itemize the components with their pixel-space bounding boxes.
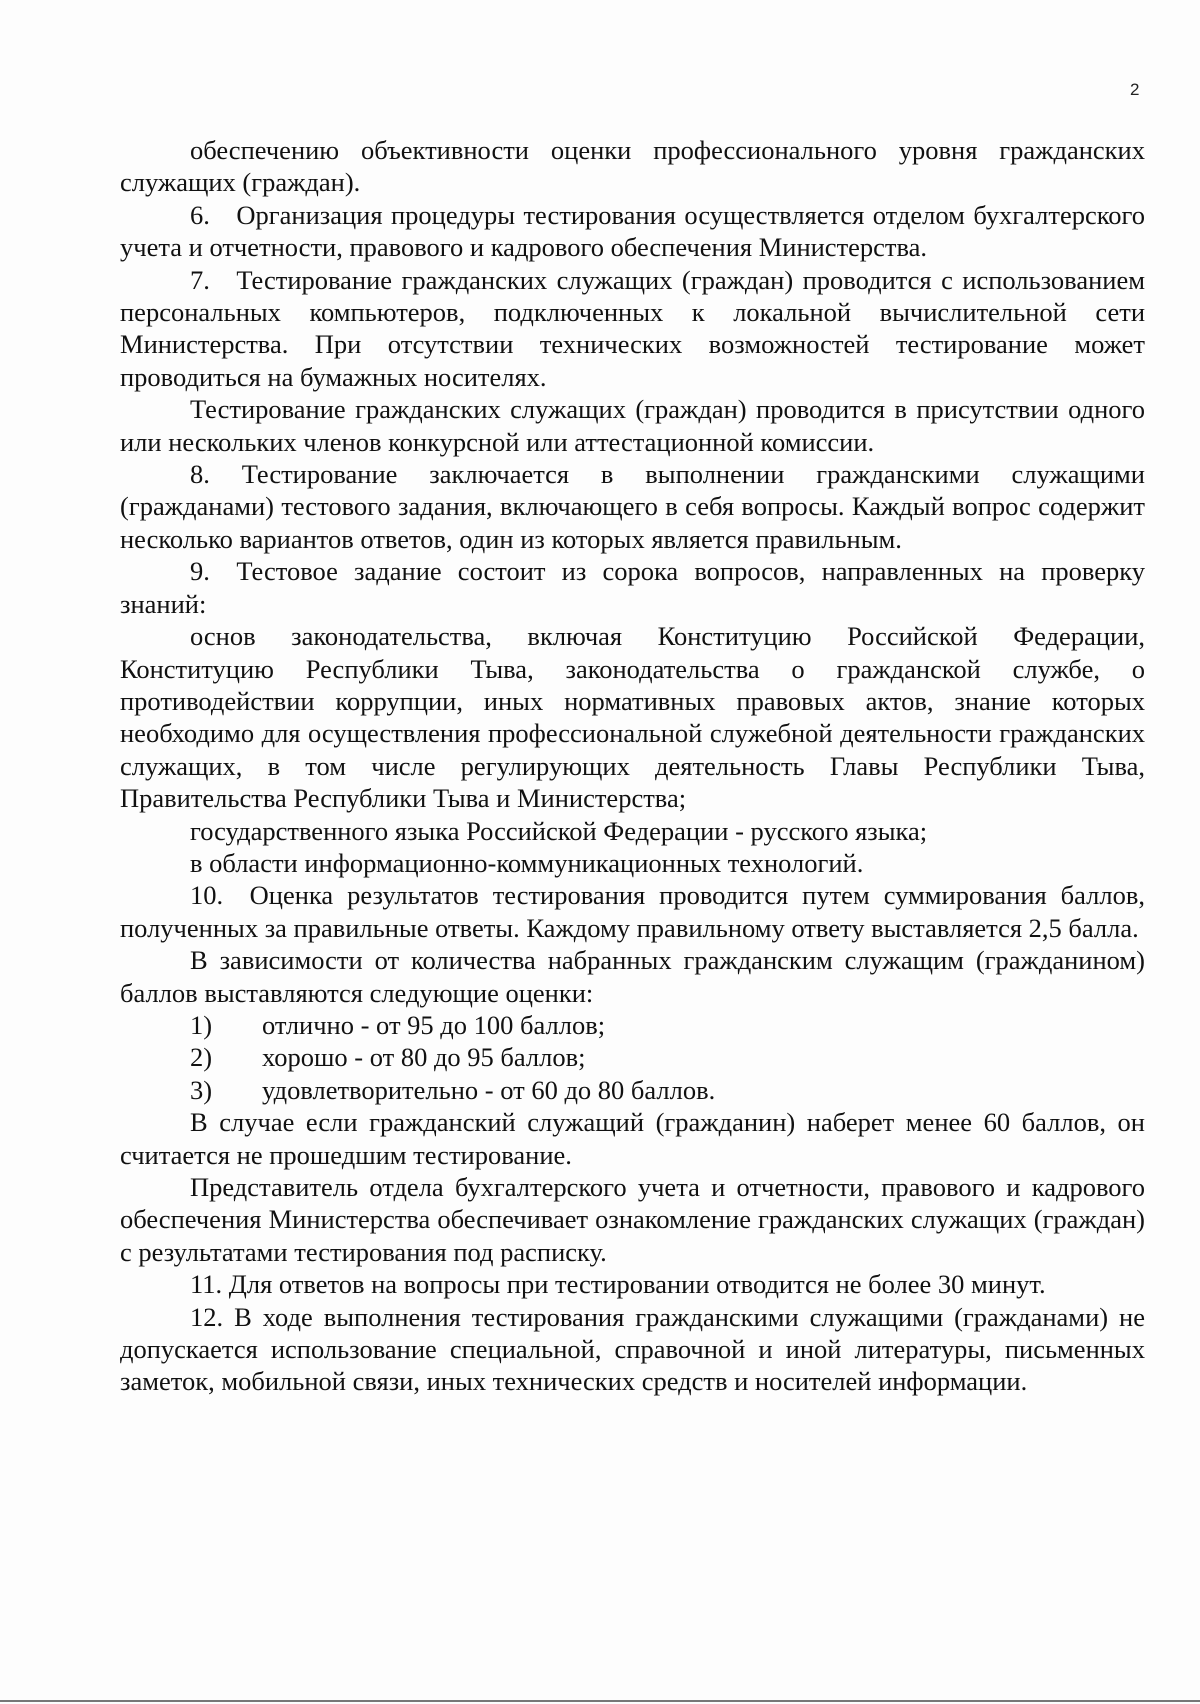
paragraph-item-6: 6. Организация процедуры тестирования осуществляется отделом бухгалтерского учета и отчетности, правового и кадрового обеспечения Министерства. [120, 199, 1145, 263]
paragraph-knowledge-language: государственного языка Российской Федерации - русского языка; [190, 815, 928, 846]
page-number: 2 [1130, 80, 1140, 99]
paragraph-item-10: 10. Оценка результатов тестирования проводится путем суммирования баллов, полученных за правильные ответы. Каждому правильному ответу выставляется 2,5 балла. [120, 880, 1145, 943]
paragraph-representative: Представитель отдела бухгалтерского учета и отчетности, правового и кадрового обеспечения Министерства обеспечивает ознакомление гражданских служащих (граждан) с результатами тестирования под расписку. [120, 1172, 1145, 1267]
paragraph-testing-presence: Тестирование гражданских служащих (граждан) проводится в присутствии одного или нескольких членов конкурсной или аттестационной комиссии. [120, 394, 1145, 457]
grade-text: удовлетворительно - от 60 до 80 баллов. [262, 1074, 716, 1105]
grade-text: отлично - от 95 до 100 баллов; [262, 1009, 606, 1040]
paragraph-knowledge-law: основ законодательства, включая Конституцию Российской Федерации, Конституцию Республики Тыва, законодательства о гражданской службе, о противодействии коррупции, иных нормативных правовых актов, знание которых необходимо для осуществления профессиональной служебной деятельности гражданских служащих, в том числе регулирующих деятельность Главы Республики Тыва, Правительства Республики Тыва и Министерства; [120, 621, 1145, 814]
grade-item-satisfactory [120, 1074, 1145, 1106]
paragraph-grades-intro: В зависимости от количества набранных гражданским служащим (гражданином) баллов выставляются следующие оценки: [120, 945, 1145, 1008]
paragraph-item-7: 7. Тестирование гражданских служащих (граждан) проводится с использованием персональных компьютеров, подключенных к локальной вычислительной сети Министерства. При отсутствии технических возможностей тестирование может проводиться на бумажных носителях. [120, 264, 1145, 392]
paragraph-item-9: 9. Тестовое задание состоит из сорока вопросов, направленных на проверку знаний: [120, 556, 1145, 619]
paragraph-knowledge-ict: в области информационно-коммуникационных технологий. [190, 847, 864, 878]
grade-number: 1) [190, 1009, 213, 1040]
grade-number: 2) [190, 1042, 213, 1073]
paragraph-item-11: 11. Для ответов на вопросы при тестировании отводится не более 30 минут. [190, 1269, 1046, 1300]
document-body [120, 134, 1145, 1398]
grade-item-excellent [120, 1009, 1145, 1041]
grade-text: хорошо - от 80 до 95 баллов; [262, 1042, 586, 1073]
grade-number: 3) [190, 1074, 213, 1105]
paragraph-failed: В случае если гражданский служащий (гражданин) наберет менее 60 баллов, он считается не прошедшим тестирование. [120, 1107, 1145, 1170]
paragraph-item-8: 8. Тестирование заключается в выполнении гражданскими служащими (гражданами) тестового задания, включающего в себя вопросы. Каждый вопрос содержит несколько вариантов ответов, один из которых является правильным. [120, 459, 1145, 554]
paragraph-item-12: 12. В ходе выполнения тестирования гражданскими служащими (гражданами) не допускается использование специальной, справочной и иной литературы, письменных заметок, мобильной связи, иных технических средств и носителей информации. [120, 1301, 1145, 1397]
grade-item-good [120, 1041, 1145, 1073]
paragraph-continuation: обеспечению объективности оценки профессионального уровня гражданских служащих (граждан). [120, 135, 1145, 198]
scan-bottom-edge [0, 1700, 1200, 1702]
